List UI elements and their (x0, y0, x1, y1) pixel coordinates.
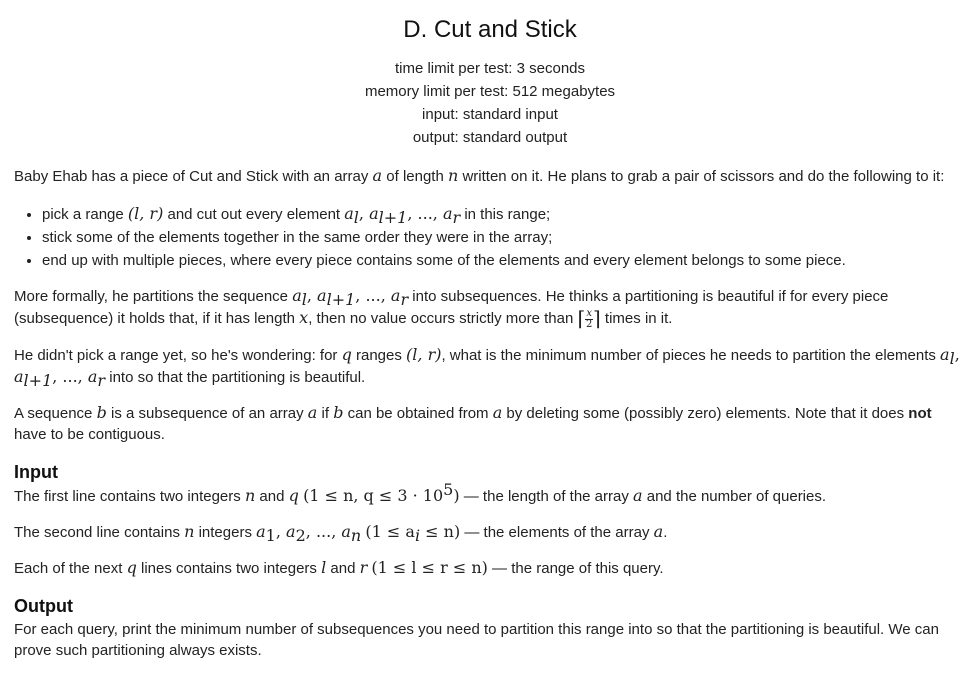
time-limit: time limit per test: 3 seconds (394, 60, 586, 77)
list-item: • stick some of the elements together in the same order they were in the array; (42, 227, 966, 248)
problem-statement (14, 0, 966, 661)
legend-paragraph-2: More formally, he partitions the sequence $a_l$, $a_{l+1}$, ..., $a_r$ into subsequences. He thinks a partitioning is beautiful if for every piece (subsequence) it holds that, if it has length x, then no value occurs strictly more than ⌈ $\frac{x}{2}$ ⌉ times in it. (14, 286, 889, 331)
input-line-2: The second line contains n integers $a_1$, $a_2$, ..., $a_n$ $(1 \le a_i \le n)$ — the elements of the array a. (14, 521, 668, 545)
list-item: • end up with multiple pieces, where every piece contains some of the elements and every element belongs to some piece. (42, 250, 966, 271)
input-specification (14, 461, 966, 579)
output-specification (14, 595, 966, 661)
legend-paragraph-4: A sequence b is a subsequence of an array a if b can be obtained from a by deleting some (possibly zero) elements. Note that it does not have to be contiguous. (14, 402, 932, 443)
legend-paragraph-1: Baby Ehab has a piece of Cut and Stick with an array a of length n written on it. He plans to grab a pair of scissors and do the following to it: (14, 166, 945, 185)
output-text: For each query, print the minimum number of subsequences you need to partition this range into so that the partitioning is beautiful. We can prove such partitioning always exists. (14, 620, 939, 659)
legend-paragraph-3: He didn't pick a range yet, so he's wondering: for q ranges (l, r), what is the minimum number of pieces he needs to partition the elements $a_l$, $a_{l+1}$, ..., $a_r$ into so that the partitioning is beautiful. (14, 344, 960, 390)
input-line-3: Each of the next q lines contains two integers l and r (1 ≤ l ≤ r ≤ n) — the range of this query. (14, 557, 664, 577)
problem-title: D. Cut and Stick (403, 16, 577, 43)
list-item: • pick a range (l, r) and cut out every element $a_l$, $a_{l+1}$, ..., $a_r$ in this range; (42, 203, 966, 225)
input-source: input: standard input (422, 106, 558, 123)
legend (14, 165, 966, 445)
output-heading: Output (14, 595, 73, 616)
problem-header (14, 15, 966, 149)
memory-limit: memory limit per test: 512 megabytes (364, 83, 616, 100)
input-heading: Input (14, 461, 58, 482)
input-line-1: The first line contains two integers n and q (1 ≤ n, $q \le 3 \cdot 10^5$) — the length of the array a and the number of queries. (14, 479, 827, 505)
fraction-x-over-2: $\frac{x}{2}$ (585, 307, 593, 330)
output-source: output: standard output (412, 129, 568, 146)
steps-list (14, 203, 966, 271)
